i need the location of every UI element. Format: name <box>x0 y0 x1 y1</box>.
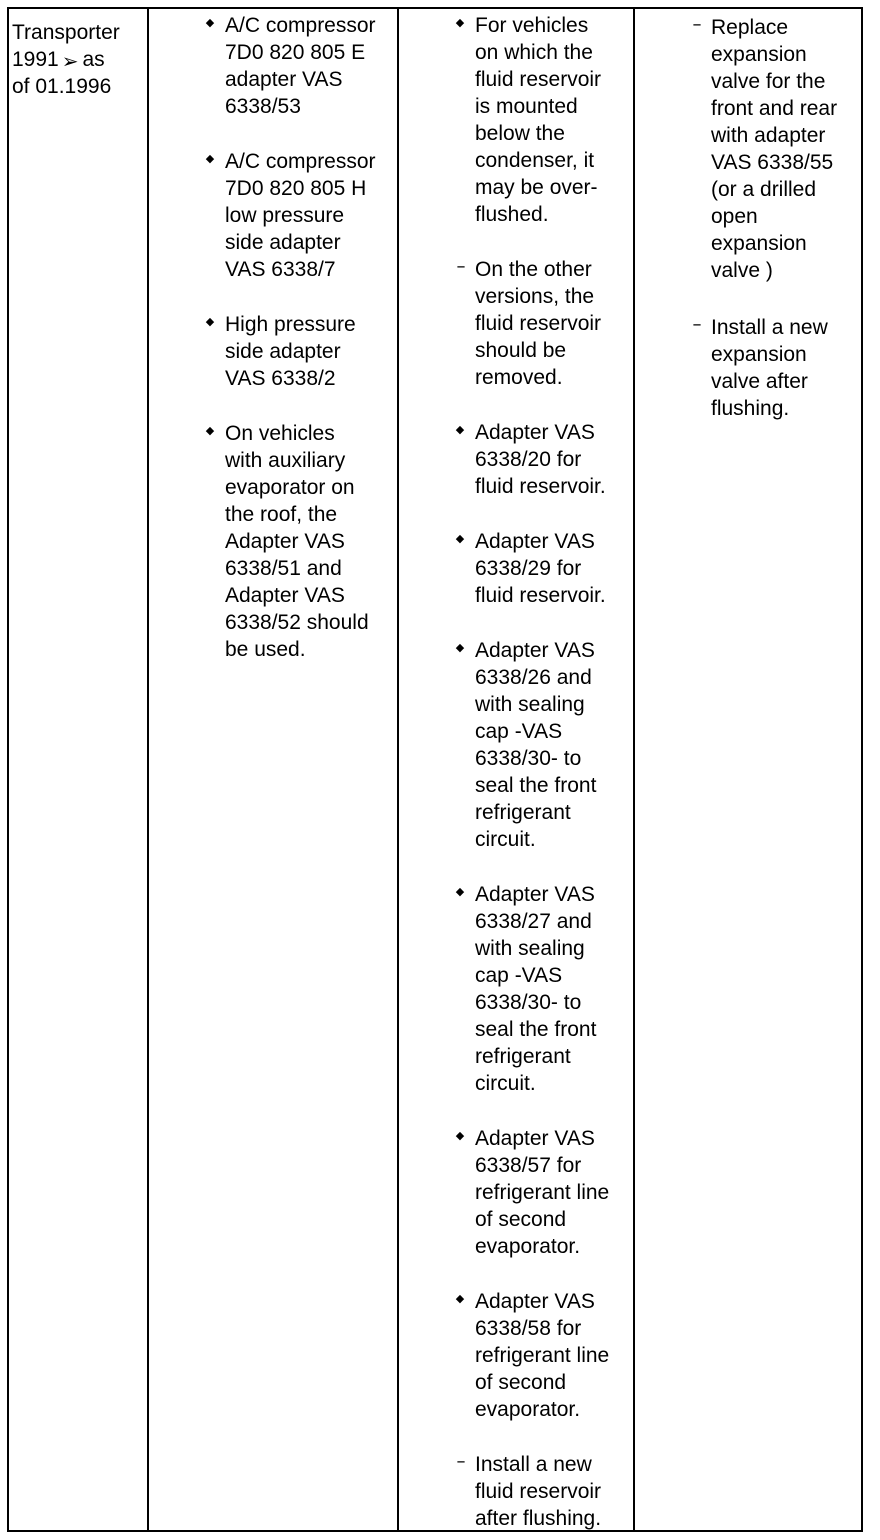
item-line: valve after <box>711 370 808 393</box>
item-line: 6338/30- to <box>475 747 582 770</box>
item-line: 6338/20 for <box>475 448 582 471</box>
item-line: cap -VAS <box>475 964 563 987</box>
item-line: circuit. <box>475 828 536 851</box>
diamond-bullet-icon: ◆ <box>205 16 215 29</box>
item-line: fluid reservoir. <box>475 475 606 498</box>
list-item <box>686 14 862 284</box>
model-as: as <box>82 48 105 71</box>
item-line: 6338/26 and <box>475 666 592 689</box>
item-line: cap -VAS <box>475 720 563 743</box>
item-line: expansion <box>711 343 807 366</box>
reservoir-cell <box>450 12 634 1533</box>
list-item <box>450 419 634 500</box>
column-divider <box>397 9 399 1530</box>
list-item <box>450 12 634 228</box>
item-line: expansion <box>711 43 807 66</box>
procedure-table <box>7 7 863 1532</box>
item-line: 6338/27 and <box>475 910 592 933</box>
diamond-bullet-icon: ◆ <box>455 16 465 29</box>
diamond-bullet-icon: ◆ <box>455 885 465 898</box>
list-item <box>450 1288 634 1423</box>
item-line: circuit. <box>475 1072 536 1095</box>
adapter-cell <box>200 12 396 1533</box>
item-line: seal the front <box>475 774 597 797</box>
item-line: 6338/58 for <box>475 1317 582 1340</box>
item-line: evaporator. <box>475 1235 581 1258</box>
item-line: be used. <box>225 638 306 661</box>
item-line: High pressure <box>225 313 356 336</box>
item-line: 7D0 820 805 H <box>225 177 367 200</box>
list-item <box>200 311 396 392</box>
item-line: the roof, the <box>225 503 338 526</box>
item-line: refrigerant line <box>475 1344 610 1367</box>
item-line: A/C compressor <box>225 150 376 173</box>
item-line: with adapter <box>711 124 826 147</box>
item-line: open <box>711 205 758 228</box>
diamond-bullet-icon: ◆ <box>455 1292 465 1305</box>
item-line: For vehicles <box>475 14 589 37</box>
item-line: 6338/53 <box>225 95 301 118</box>
item-line: 6338/30- to <box>475 991 582 1014</box>
item-line: adapter VAS <box>225 68 343 91</box>
arrow-right-icon: ➢ <box>61 49 79 73</box>
item-line: Adapter VAS <box>475 530 595 553</box>
item-line: VAS 6338/2 <box>225 367 336 390</box>
item-line: evaporator on <box>225 476 355 499</box>
model-name: Transporter <box>12 21 120 44</box>
vehicle-model-cell <box>12 19 140 1540</box>
diamond-bullet-icon: ◆ <box>455 641 465 654</box>
item-line: fluid reservoir. <box>475 584 606 607</box>
item-line: expansion <box>711 232 807 255</box>
list-item <box>450 637 634 853</box>
item-line: Install a new <box>711 316 828 339</box>
item-line: On vehicles <box>225 422 335 445</box>
item-line: seal the front <box>475 1018 597 1041</box>
item-line: VAS 6338/7 <box>225 258 336 281</box>
item-line: flushed. <box>475 203 549 226</box>
item-line: condenser, it <box>475 149 595 172</box>
item-line: after flushing. <box>475 1507 602 1530</box>
item-line: On the other <box>475 258 592 281</box>
list-item <box>200 12 396 120</box>
diamond-bullet-icon: ◆ <box>205 424 215 437</box>
list-item <box>686 314 862 422</box>
item-line: of second <box>475 1208 567 1231</box>
item-line: refrigerant <box>475 1045 571 1068</box>
list-item <box>450 256 634 391</box>
item-line: valve for the <box>711 70 826 93</box>
item-line: evaporator. <box>475 1398 581 1421</box>
item-line: low pressure <box>225 204 345 227</box>
list-item <box>200 420 396 663</box>
item-line: refrigerant line <box>475 1181 610 1204</box>
item-line: on which the <box>475 41 593 64</box>
diamond-bullet-icon: ◆ <box>455 1129 465 1142</box>
item-line: below the <box>475 122 565 145</box>
item-line: flushing. <box>711 397 790 420</box>
list-item <box>200 148 396 283</box>
item-line: should be <box>475 339 567 362</box>
item-line: Adapter VAS <box>475 1127 595 1150</box>
item-line: fluid reservoir <box>475 312 602 335</box>
item-line: Adapter VAS <box>225 584 345 607</box>
list-item <box>450 528 634 609</box>
item-line: may be over- <box>475 176 598 199</box>
item-line: Adapter VAS <box>475 421 595 444</box>
dash-marker-icon: – <box>456 256 466 277</box>
item-line: Adapter VAS <box>225 530 345 553</box>
column-divider <box>147 9 149 1530</box>
diamond-bullet-icon: ◆ <box>455 532 465 545</box>
item-line: Replace <box>711 16 789 39</box>
list-item <box>450 881 634 1097</box>
item-line: versions, the <box>475 285 595 308</box>
item-line: VAS 6338/55 <box>711 151 834 174</box>
diamond-bullet-icon: ◆ <box>205 152 215 165</box>
item-line: 6338/57 for <box>475 1154 582 1177</box>
item-line: Adapter VAS <box>475 883 595 906</box>
list-item <box>450 1125 634 1260</box>
item-line: Adapter VAS <box>475 639 595 662</box>
item-line: Install a new <box>475 1453 592 1476</box>
item-line: fluid reservoir <box>475 68 602 91</box>
dash-marker-icon: – <box>692 14 702 35</box>
item-line: 6338/29 for <box>475 557 582 580</box>
item-line: 6338/51 and <box>225 557 342 580</box>
item-line: 6338/52 should <box>225 611 369 634</box>
diamond-bullet-icon: ◆ <box>455 423 465 436</box>
item-line: with sealing <box>475 937 585 960</box>
item-line: refrigerant <box>475 801 571 824</box>
item-line: 7D0 820 805 E <box>225 41 366 64</box>
item-line: fluid reservoir <box>475 1480 602 1503</box>
item-line: front and rear <box>711 97 838 120</box>
item-line: valve ) <box>711 259 773 282</box>
model-date: of 01.1996 <box>12 75 112 98</box>
model-year: 1991 <box>12 48 59 71</box>
item-line: A/C compressor <box>225 14 376 37</box>
expansion-valve-cell <box>686 14 862 1535</box>
item-line: with auxiliary <box>225 449 346 472</box>
item-line: (or a drilled <box>711 178 817 201</box>
item-line: with sealing <box>475 693 585 716</box>
item-line: side adapter <box>225 340 341 363</box>
diamond-bullet-icon: ◆ <box>205 315 215 328</box>
item-line: of second <box>475 1371 567 1394</box>
model-year-line <box>12 46 140 73</box>
item-line: side adapter <box>225 231 341 254</box>
item-line: Adapter VAS <box>475 1290 595 1313</box>
list-item <box>450 1451 634 1532</box>
dash-marker-icon: – <box>692 314 702 335</box>
item-line: removed. <box>475 366 563 389</box>
item-line: is mounted <box>475 95 578 118</box>
dash-marker-icon: – <box>456 1451 466 1472</box>
